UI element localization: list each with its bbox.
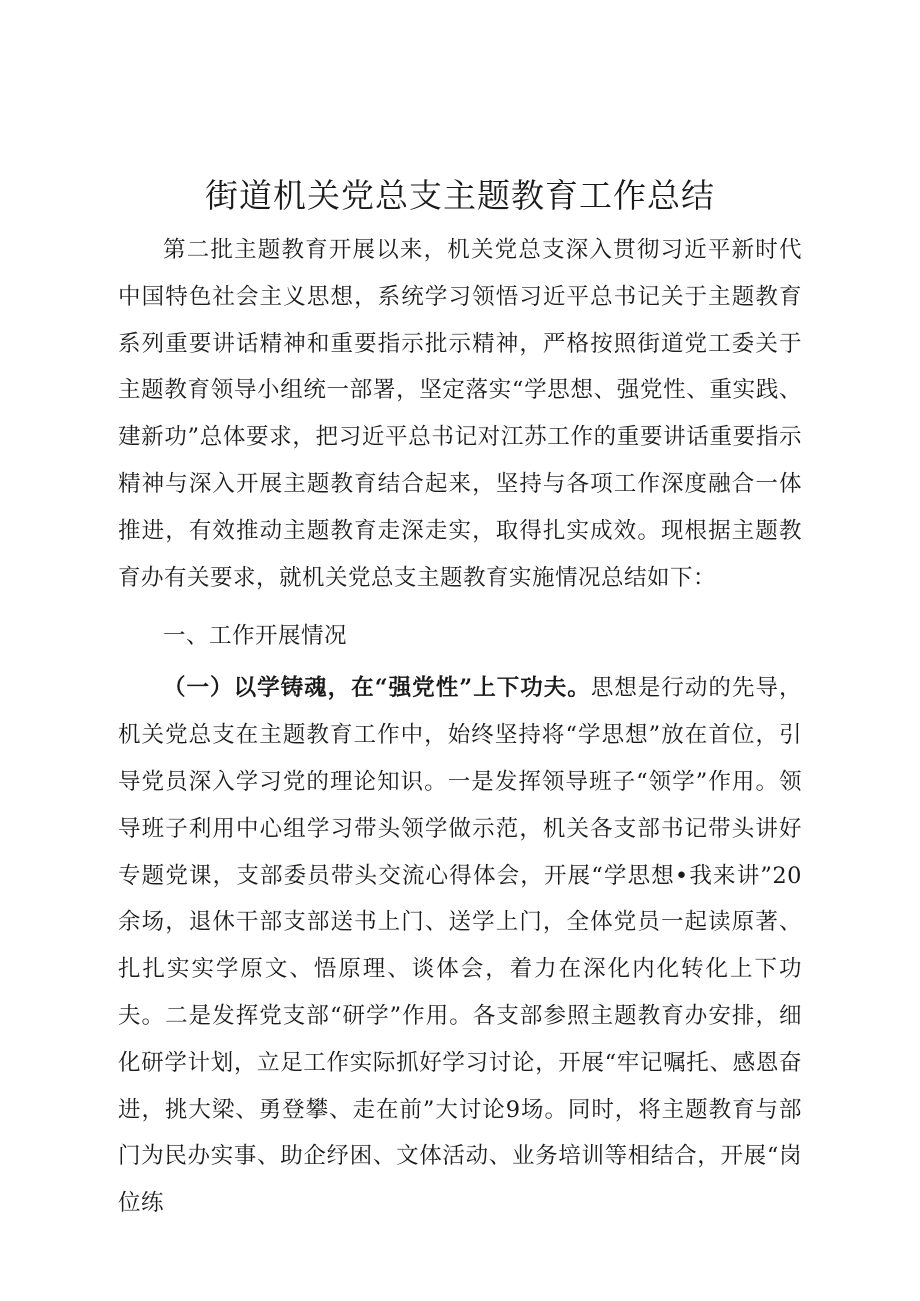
subsection-heading: （一）以学铸魂，在“强党性”上下功夫。 (163, 675, 591, 702)
section-heading: 一、工作开展情况 (163, 623, 348, 650)
document-title: 街道机关党总支主题教育工作总结 (205, 176, 715, 215)
intro-paragraph: 第二批主题教育开展以来，机关党总支深入贯彻习近平新时代中国特色社会主义思想，系统学习领悟习近平总书记关于主题教育系列重要讲话精神和重要指示批示精神，严格按照街道党工委关于主题教育领导小组统一部署，坚定落实“学思想、强党性、重实践、建新功”总体要求，把习近平总书记对江苏工作的重要讲话重要指示精神与深入开展主题教育结合起来，坚持与各项工作深度融合一体推进，有效推动主题教育走深走实，取得扎实成效。现根据主题教育办有关要求，就机关党总支主题教育实施情况总结如下： (118, 237, 802, 591)
subsection-paragraph (118, 665, 802, 1227)
subsection-body: 思想是行动的先导，机关党总支在主题教育工作中，始终坚持将“学思想”放在首位，引导党员深入学习党的理论知识。一是发挥领导班子“领学”作用。领导班子利用中心组学习带头领学做示范，机关各支部书记带头讲好专题党课，支部委员带头交流心得体会，开展“学思想•我来讲”20余场，退休干部支部送书上门、送学上门，全体党员一起读原著、扎扎实实学原文、悟原理、谈体会，着力在深化内化转化上下功夫。二是发挥党支部“研学”作用。各支部参照主题教育办安排，细化研学计划，立足工作实际抓好学习讨论，开展“牢记嘱托、感恩奋进，挑大梁、勇登攀、走在前”大讨论9场。同时，将主题教育与部门为民办实事、助企纾困、文体活动、业务培训等相结合，开展“岗位练 (118, 675, 802, 1217)
document-body (118, 227, 802, 1227)
